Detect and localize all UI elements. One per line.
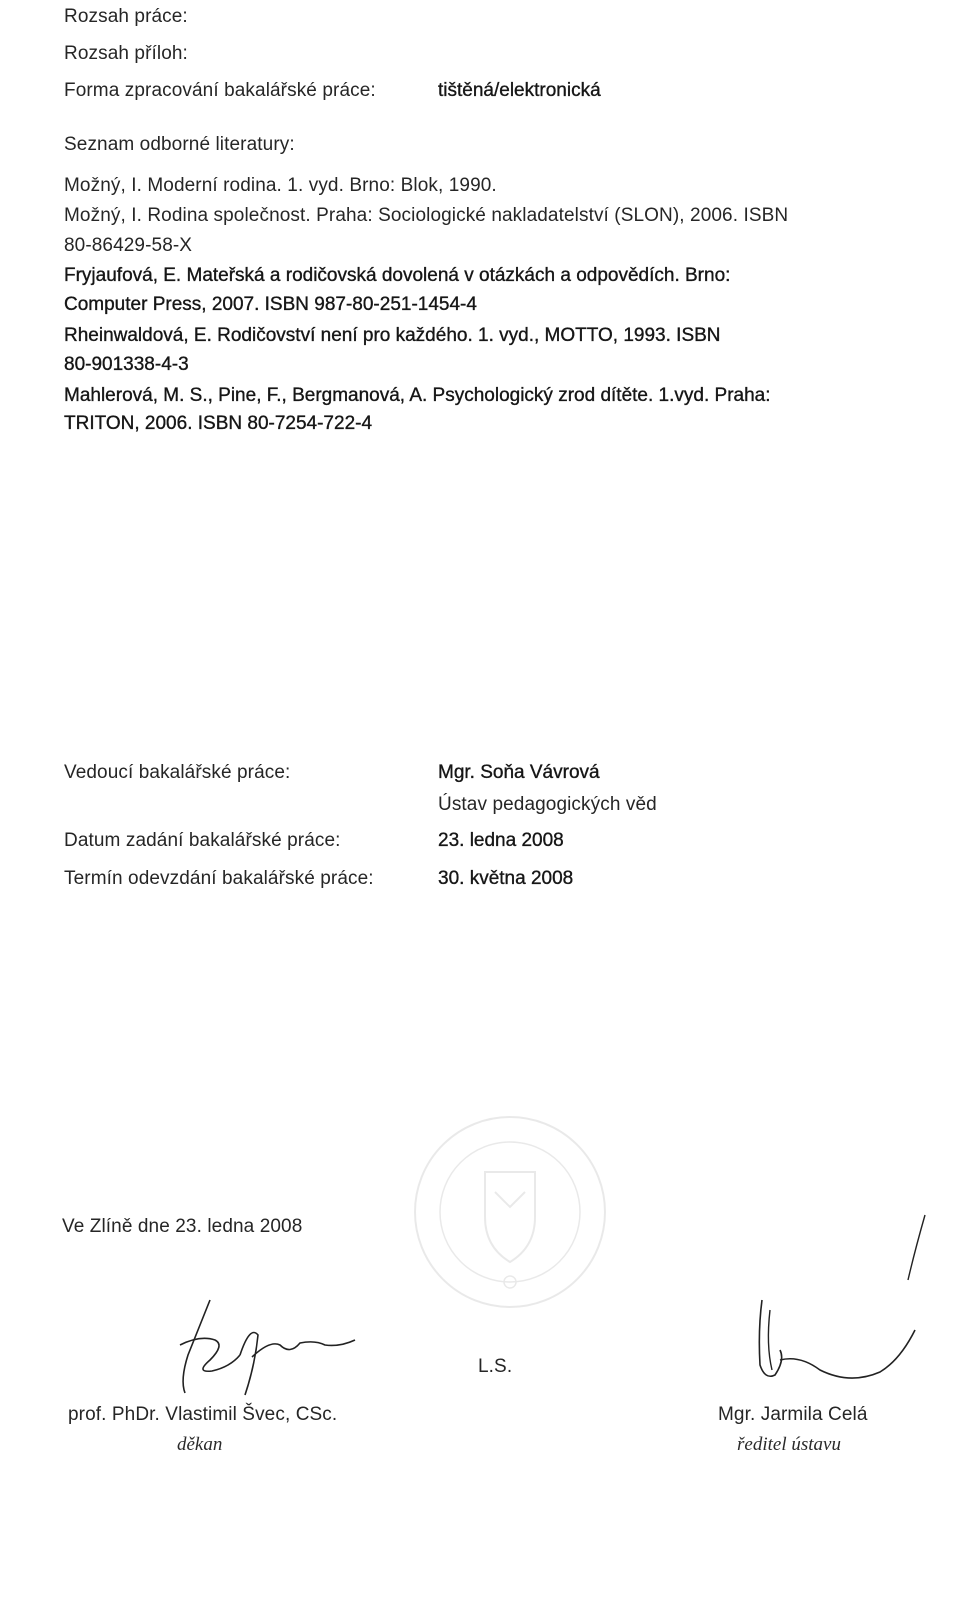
- literature-line: Možný, I. Rodina společnost. Praha: Sociologické nakladatelství (SLON), 2006. ISBN: [64, 205, 789, 226]
- literature-line: Rheinwaldová, E. Rodičovství není pro každého. 1. vyd., MOTTO, 1993. ISBN: [64, 325, 721, 346]
- dean-role: děkan: [177, 1434, 223, 1455]
- dean-name: prof. PhDr. Vlastimil Švec, CSc.: [68, 1404, 338, 1425]
- vedouci-name: Mgr. Soňa Vávrová: [438, 762, 600, 783]
- rozsah-prace-label: Rozsah práce:: [64, 6, 188, 27]
- forma-label: Forma zpracování bakalářské práce:: [64, 80, 376, 101]
- literature-line: TRITON, 2006. ISBN 80-7254-722-4: [64, 413, 373, 434]
- literature-line: Fryjaufová, E. Mateřská a rodičovská dovolená v otázkách a odpovědích. Brno:: [64, 265, 731, 286]
- literature-line: Computer Press, 2007. ISBN 987-80-251-1454-4: [64, 294, 477, 315]
- director-role: ředitel ústavu: [737, 1434, 841, 1455]
- datum-label: Datum zadání bakalářské práce:: [64, 830, 341, 851]
- vedouci-department: Ústav pedagogických věd: [438, 794, 657, 815]
- vedouci-label: Vedoucí bakalářské práce:: [64, 762, 291, 783]
- literature-line: Mahlerová, M. S., Pine, F., Bergmanová, A. Psychologický zrod dítěte. 1.vyd. Praha:: [64, 385, 771, 406]
- literature-line: Možný, I. Moderní rodina. 1. vyd. Brno: Blok, 1990.: [64, 175, 497, 196]
- literature-line: 80-901338-4-3: [64, 354, 189, 375]
- termin-value: 30. května 2008: [438, 868, 574, 889]
- ls-mark: L.S.: [478, 1356, 513, 1377]
- rozsah-priloh-label: Rozsah příloh:: [64, 43, 188, 64]
- literature-heading: Seznam odborné literatury:: [64, 134, 295, 155]
- forma-value: tištěná/elektronická: [438, 80, 601, 101]
- director-signature: [740, 1210, 940, 1400]
- place-date: Ve Zlíně dne 23. ledna 2008: [62, 1216, 303, 1237]
- director-name: Mgr. Jarmila Celá: [718, 1404, 868, 1425]
- dean-signature: [140, 1285, 370, 1405]
- termin-label: Termín odevzdání bakalářské práce:: [64, 868, 374, 889]
- datum-value: 23. ledna 2008: [438, 830, 564, 851]
- literature-line: 80-86429-58-X: [64, 235, 193, 256]
- official-stamp: [410, 1112, 610, 1312]
